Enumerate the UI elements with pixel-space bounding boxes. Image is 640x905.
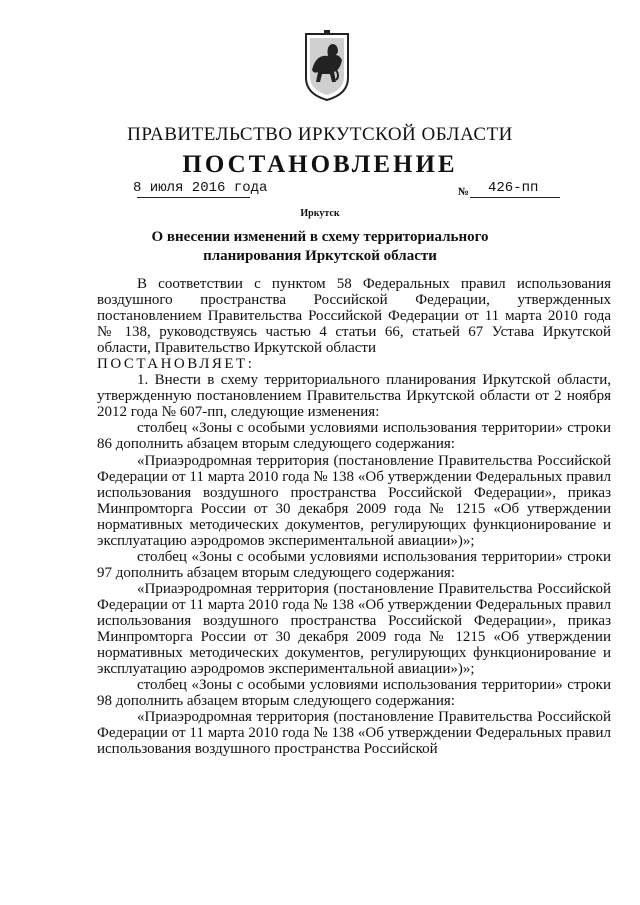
document-body <box>97 276 611 757</box>
row-97-quote: «Приаэродромная территория (постановление Правительства Российской Федерации от 11 марта 2010 года № 138 «Об утверждении Федеральных правил использования воздушного пространства Российской Федерации», приказ Минпромторга России от 30 декабря 2009 года № 1215 «Об утверждении нормативных методических документов, регулирующих функционирование и эксплуатацию аэродромов экспериментальной авиации»)»; <box>97 580 611 678</box>
row-98-paragraph: столбец «Зоны с особыми условиями использования территории» строки 98 дополнить абзацем вторым следующего содержания: <box>97 677 611 710</box>
number-label: № <box>458 186 470 198</box>
row-98-quote: «Приаэродромная территория (постановление Правительства Российской Федерации от 11 марта 2010 года № 138 «Об утверждении Федеральных правил использования воздушного пространства Российской <box>97 709 611 758</box>
intro-paragraph: В соответствии с пунктом 58 Федеральных правил использования воздушного пространства Российской Федерации, утвержденных постановлением Правительства Российской Федерации от 11 марта 2010 года № 138, руководствуясь частью 4 статьи 66, статьей 67 Устава Иркутской области, Правительство Иркутской области <box>97 276 611 357</box>
row-86-paragraph: столбец «Зоны с особыми условиями использования территории» строки 86 дополнить абзацем вторым следующего содержания: <box>97 420 611 453</box>
document-type: ПОСТАНОВЛЕНИЕ <box>182 151 458 178</box>
document-date: 8 июля 2016 года <box>133 180 268 196</box>
number-underline <box>470 197 560 198</box>
coat-of-arms-icon <box>302 30 352 102</box>
resolves-heading: ПОСТАНОВЛЯЕТ: <box>97 356 255 373</box>
document-number: 426-пп <box>488 180 539 196</box>
city-name: Иркутск <box>300 208 340 219</box>
row-86-quote: «Приаэродромная территория (постановление Правительства Российской Федерации от 11 марта 2010 года № 138 «Об утверждении Федеральных правил использования воздушного пространства Российской Федерации», приказ Минпромторга России от 30 декабря 2009 года № 1215 «Об утверждении нормативных методических документов, регулирующих функционирование и эксплуатацию аэродромов экспериментальной авиации»)»; <box>97 452 611 549</box>
row-97-paragraph: столбец «Зоны с особыми условиями использования территории» строки 97 дополнить абзацем вторым следующего содержания: <box>97 548 611 581</box>
document-subject: О внесении изменений в схему территориального планирования Иркутской области <box>151 229 489 264</box>
item-1-paragraph: 1. Внести в схему территориального планирования Иркутской области, утвержденную постановлением Правительства Иркутской области от 2 ноября 2012 года № 607-пп, следующие изменения: <box>97 372 611 421</box>
date-underline <box>137 197 250 198</box>
government-name: ПРАВИТЕЛЬСТВО ИРКУТСКОЙ ОБЛАСТИ <box>127 124 513 145</box>
